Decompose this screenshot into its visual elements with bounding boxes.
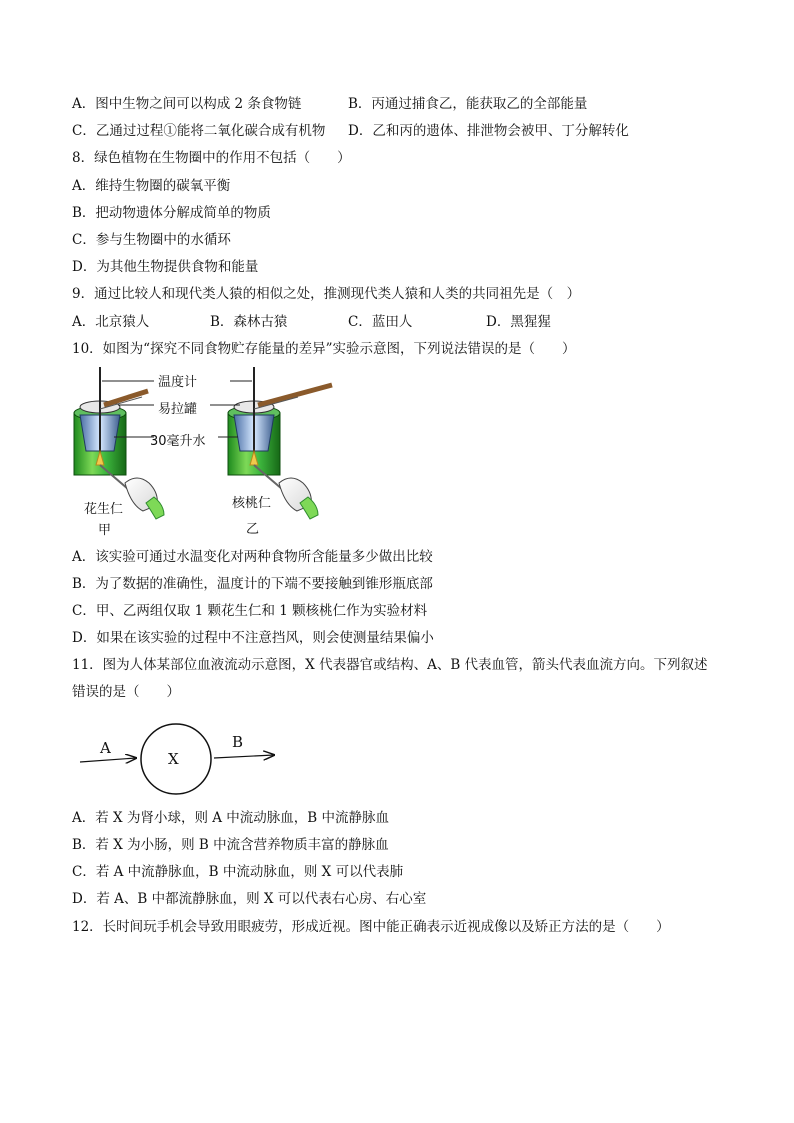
q8-stem: 8．绿色植物在生物圈中的作用不包括（ ） [72, 150, 351, 166]
q8-option-b: B．把动物遗体分解成简单的物质 [72, 205, 271, 221]
q9-option-a: A．北京猿人 [72, 314, 150, 330]
vessel-a-label: A [100, 739, 111, 757]
q10-option-a: A．该实验可通过水温变化对两种食物所含能量多少做出比较 [72, 549, 433, 565]
label-jia: 甲 [98, 523, 112, 538]
q11-option-a: A．若 X 为肾小球，则 A 中流动脉血，B 中流静脉血 [72, 810, 389, 826]
label-can: 易拉罐 [158, 402, 198, 417]
q10-option-d: D．如果在该实验的过程中不注意挡风，则会使测量结果偏小 [72, 630, 434, 646]
label-water: 30毫升水 [150, 434, 206, 449]
label-walnut: 核桃仁 [232, 496, 272, 511]
q9-option-d: D．黑猩猩 [486, 314, 551, 330]
q7-option-d: D．乙和丙的遗体、排泄物会被甲、丁分解转化 [348, 123, 629, 139]
q11-stem-line1: 11．图为人体某部位血液流动示意图，X 代表器官或结构、A、B 代表血管，箭头代表血流方向。下列叙述 [72, 657, 708, 673]
q10-option-b: B．为了数据的准确性，温度计的下端不要接触到锥形瓶底部 [72, 576, 433, 592]
q12-stem: 12．长时间玩手机会导致用眼疲劳，形成近视。图中能正确表示近视成像以及矫正方法的是（ ） [72, 919, 670, 935]
q7-option-a: A．图中生物之间可以构成 2 条食物链 [72, 96, 302, 112]
q11-option-c: C．若 A 中流静脉血，B 中流动脉血，则 X 可以代表肺 [72, 864, 404, 880]
q11-option-d: D．若 A、B 中都流静脉血，则 X 可以代表右心房、右心室 [72, 891, 427, 907]
q10-stem: 10．如图为“探究不同食物贮存能量的差异”实验示意图，下列说法错误的是（ ） [72, 341, 576, 357]
q11-blood-flow-diagram [76, 722, 296, 802]
label-peanut: 花生仁 [84, 502, 124, 517]
label-thermometer: 温度计 [158, 375, 198, 390]
q8-option-d: D．为其他生物提供食物和能量 [72, 259, 259, 275]
q9-option-c: C．蓝田人 [348, 314, 413, 330]
q8-option-c: C．参与生物圈中的水循环 [72, 232, 231, 248]
q8-option-a: A．维持生物圈的碳氧平衡 [72, 178, 231, 194]
q7-option-b: B．丙通过捕食乙，能获取乙的全部能量 [348, 96, 588, 112]
q11-stem-line2: 错误的是（ ） [72, 684, 180, 700]
label-yi: 乙 [246, 522, 260, 537]
vessel-b-label: B [232, 733, 244, 751]
q7-option-c: C．乙通过过程①能将二氧化碳合成有机物 [72, 123, 326, 139]
q9-stem: 9．通过比较人和现代类人猿的相似之处，推测现代类人猿和人类的共同祖先是（ ） [72, 286, 581, 302]
q10-option-c: C．甲、乙两组仅取 1 颗花生仁和 1 颗核桃仁作为实验材料 [72, 603, 428, 619]
q9-option-b: B．森林古猿 [210, 314, 288, 330]
q11-option-b: B．若 X 为小肠，则 B 中流含营养物质丰富的静脉血 [72, 837, 389, 853]
organ-x-label: X [168, 750, 179, 768]
